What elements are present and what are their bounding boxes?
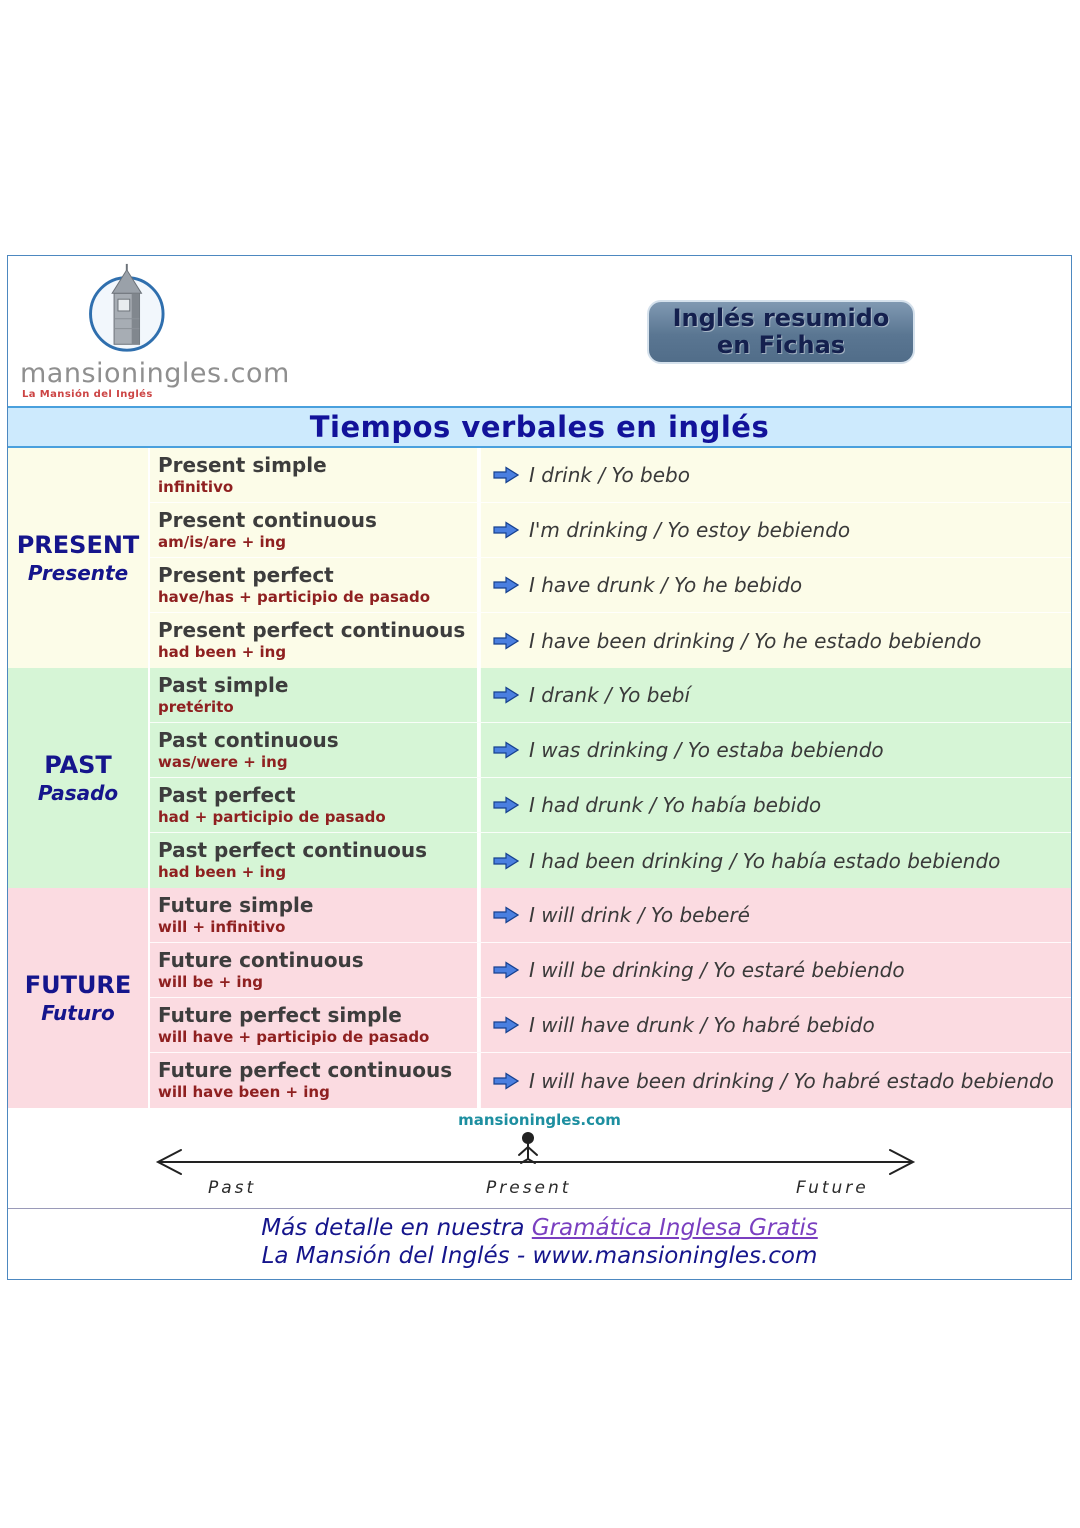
arrow-right-icon [493,576,519,594]
tense-formula: was/were + ing [158,753,288,771]
tense-formula: will be + ing [158,973,263,991]
tense-name: Future perfect continuous [158,1058,453,1082]
section-label-es: Futuro [41,1001,115,1025]
tense-formula: am/is/are + ing [158,533,287,551]
tense-name: Past perfect [158,783,296,807]
stick-figure-icon [519,1132,537,1163]
tense-example: I will drink / Yo beberé [529,903,750,927]
tense-formula: had been + ing [158,643,287,661]
brand-text: mansioningles.com [20,358,290,389]
timeline-label-future: Future [796,1178,869,1198]
tense-row [150,1053,1071,1108]
section-label-es: Presente [27,561,129,585]
tense-formula: pretérito [158,698,234,716]
timeline [8,1108,1071,1208]
footer-line1 [8,1215,1071,1241]
tense-row [150,503,1071,558]
arrow-right-icon [493,741,519,759]
tense-example: I have drunk / Yo he bebido [529,573,803,597]
tense-name: Future perfect simple [158,1003,402,1027]
section-label-en: PAST [44,751,112,779]
card-header [8,256,1071,406]
arrow-right-icon [493,852,519,870]
fichas-badge [647,300,915,364]
tense-name: Future simple [158,893,314,917]
section-present [8,448,1071,668]
tense-name: Present continuous [158,508,377,532]
tense-row [150,723,1071,778]
tense-name: Past simple [158,673,289,697]
tense-example: I will have been drinking / Yo habré estado bebiendo [529,1068,1054,1093]
page-title: Tiempos verbales en inglés [8,406,1071,448]
tense-row [150,613,1071,668]
tense-formula: will have been + ing [158,1083,330,1101]
arrow-right-icon [493,961,519,979]
tense-example: I was drinking / Yo estaba bebiendo [529,738,884,762]
tense-row [150,833,1071,888]
tense-name: Future continuous [158,948,364,972]
tense-example: I had drunk / Yo había bebido [529,793,822,817]
section-label-es: Pasado [37,781,119,805]
timeline-watermark: mansioningles.com [458,1111,621,1129]
badge-line2: en Fichas [716,331,846,359]
section-label-present [8,448,150,668]
tense-formula: had + participio de pasado [158,808,386,826]
tense-example: I will have drunk / Yo habré bebido [529,1013,875,1037]
section-future [8,888,1071,1108]
tense-formula: will have + participio de pasado [158,1028,430,1046]
logo [20,260,300,400]
card-footer [8,1208,1071,1279]
tense-row [150,998,1071,1053]
tense-example: I will be drinking / Yo estaré bebiendo [529,958,905,982]
footer-line2: La Mansión del Inglés - www.mansioningles.com [261,1243,818,1269]
arrow-right-icon [493,521,519,539]
tense-name: Present perfect [158,563,334,587]
tense-example: I'm drinking / Yo estoy bebiendo [529,518,851,542]
tense-example: I drink / Yo bebo [529,463,690,487]
tense-example: I drank / Yo bebí [529,683,691,707]
tense-name: Present simple [158,453,327,477]
tense-row [150,778,1071,833]
tense-name: Past continuous [158,728,339,752]
arrow-right-icon [493,1072,519,1090]
tense-name: Present perfect continuous [158,618,466,642]
tense-example: I have been drinking / Yo he estado bebiendo [529,628,982,653]
tense-row [150,668,1071,723]
tower-logo-icon [42,260,192,358]
grammar-link[interactable]: Gramática Inglesa Gratis [531,1215,818,1241]
section-label-future [8,888,150,1108]
timeline-label-present: Present [486,1178,572,1198]
tense-row [150,888,1071,943]
section-label-en: FUTURE [24,971,132,999]
arrow-right-icon [493,686,519,704]
arrow-right-icon [493,796,519,814]
tense-name: Past perfect continuous [158,838,428,862]
grammar-card [7,255,1072,1280]
footer-text: Más detalle en nuestra [261,1215,532,1241]
section-past [8,668,1071,888]
tense-row [150,943,1071,998]
badge-line1: Inglés resumido [672,304,890,332]
arrow-right-icon [493,1016,519,1034]
section-label-past [8,668,150,888]
arrow-right-icon [493,632,519,650]
brand-tagline: La Mansión del Inglés [22,389,153,400]
tense-formula: had been + ing [158,863,287,881]
tense-example: I had been drinking / Yo había estado bebiendo [529,848,1001,873]
tense-formula: will + infinitivo [158,918,286,936]
arrow-right-icon [493,906,519,924]
tense-formula: infinitivo [158,478,234,496]
section-label-en: PRESENT [16,531,140,559]
arrow-right-icon [493,466,519,484]
tense-formula: have/has + participio de pasado [158,588,431,606]
timeline-label-past: Past [208,1178,257,1198]
tense-row [150,448,1071,503]
tense-table [8,448,1071,1108]
tense-row [150,558,1071,613]
